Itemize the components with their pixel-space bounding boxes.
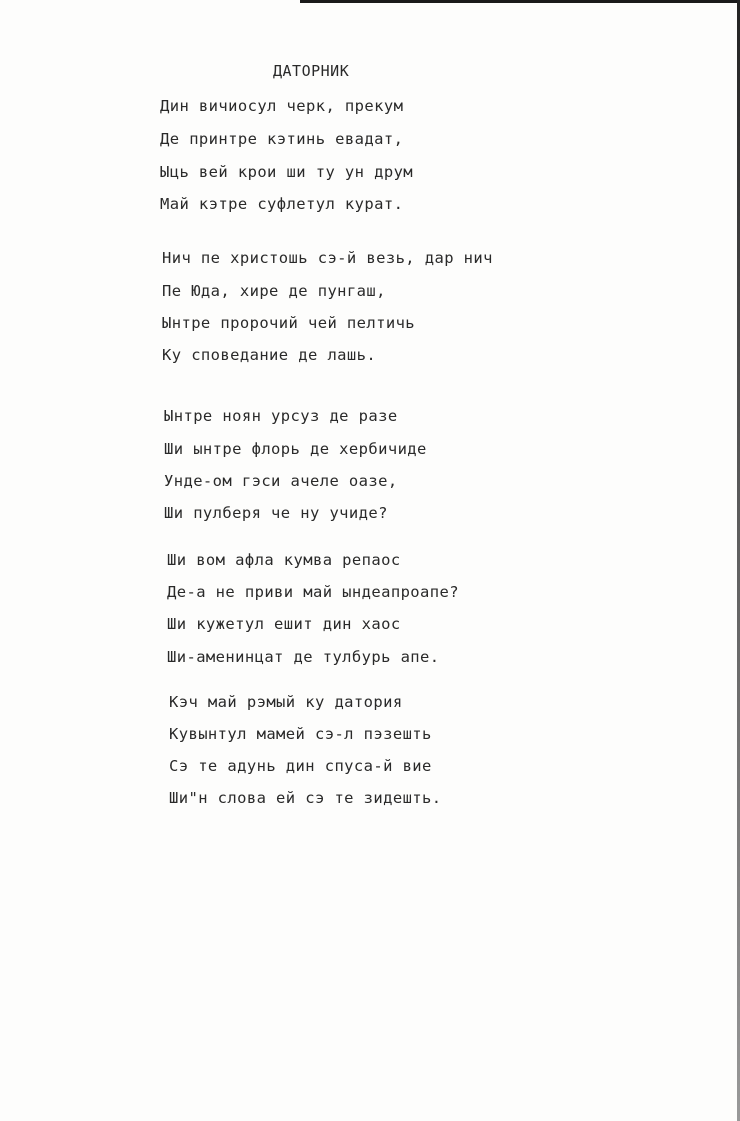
- poem-line: Ынтре пророчий чей пелтичь: [162, 314, 416, 332]
- poem-line: Ши-аменинцат де тулбурь апе.: [167, 648, 440, 666]
- poem-line: Сэ те адунь дин спуса-й вие: [169, 757, 432, 775]
- poem-line: Ыць вей крои ши ту ун друм: [160, 163, 414, 181]
- poem-line: Дин вичиосул черк, прекум: [160, 97, 404, 115]
- poem-line: Унде-ом гэси ачеле оазе,: [164, 472, 398, 490]
- poem-line: Ши вом афла кумва репаос: [167, 551, 401, 569]
- poem-line: Ынтре ноян урсуз де разе: [164, 407, 398, 425]
- poem-line: Кувынтул мамей сэ-л пэзешть: [169, 725, 432, 743]
- poem-line: Пе Юда, хире де пунгаш,: [162, 282, 386, 300]
- poem-line: Ши кужетул ешит дин хаос: [167, 615, 401, 633]
- scan-border-top: [300, 0, 740, 3]
- poem-line: Май кэтре суфлетул курат.: [160, 195, 404, 213]
- poem-line: Ши ынтре флорь де хербичиде: [164, 440, 427, 458]
- poem-line: Ши"н слова ей сэ те зидешть.: [169, 789, 442, 807]
- poem-line: Де принтре кэтинь евадат,: [160, 130, 404, 148]
- poem-line: Кэч май рэмый ку датория: [169, 693, 403, 711]
- poem-line: Нич пе христошь сэ-й везь, дар нич: [162, 249, 493, 267]
- poem-line: Де-а не приви май ындеапроапе?: [167, 583, 459, 601]
- poem-title: ДАТОРНИК: [273, 62, 350, 80]
- poem-line: Ку споведание де лашь.: [162, 346, 377, 364]
- poem-line: Ши пулберя че ну учиде?: [164, 504, 388, 522]
